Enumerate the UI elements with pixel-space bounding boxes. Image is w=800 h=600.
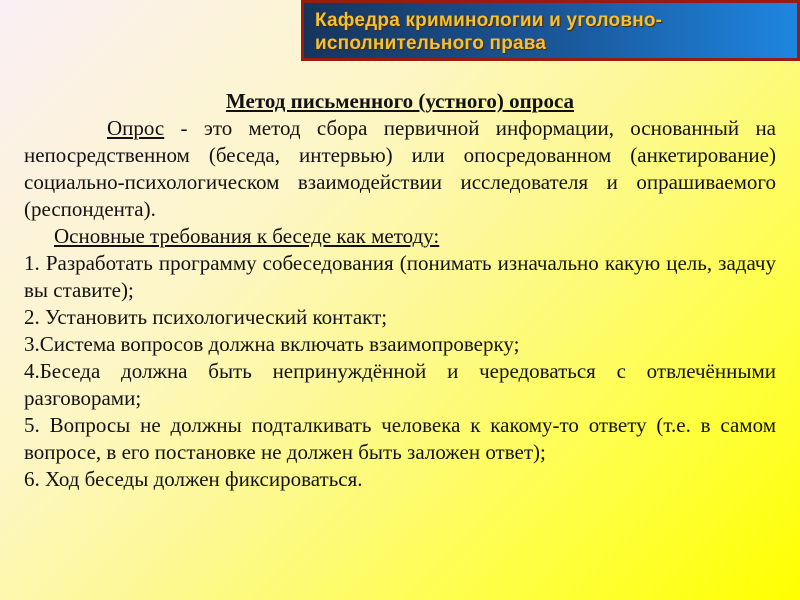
list-item-4: 4.Беседа должна быть непринуждённой и чередоваться с отвлечёнными разговорами; — [24, 359, 776, 410]
header-title-line-2: исполнительного права — [315, 33, 547, 54]
lead-paragraph-text: - это метод сбора первичной информации, основанный на непосредственном (беседа, интервью) или опосредованном (анкетирование) социально-психологическом взаимодействии исследователя и опрашиваемого (респондента). — [24, 116, 776, 221]
lead-term: Опрос — [107, 116, 165, 140]
department-header-plate — [301, 0, 800, 61]
slide-body — [24, 88, 776, 493]
slide-title-text: Метод письменного (устного) опроса — [225, 89, 575, 113]
list-item-2: 2. Установить психологический контакт; — [24, 305, 388, 329]
list-item-1: 1. Разработать программу собеседования (понимать изначально какую цель, задачу вы ставите); — [24, 251, 776, 302]
list-item-3: 3.Система вопросов должна включать взаимопроверку; — [24, 332, 520, 356]
header-title-line-1: Кафедра криминологии и уголовно- — [315, 10, 663, 31]
requirements-heading-text: Основные требования к беседе как методу: — [54, 224, 440, 248]
list-item-5: 5. Вопросы не должны подталкивать человека к какому-то ответу (т.е. в самом вопросе, в его постановке не должен быть заложен ответ); — [24, 413, 776, 464]
list-item-6: 6. Ход беседы должен фиксироваться. — [24, 467, 363, 491]
requirements-heading — [24, 223, 776, 250]
slide-title — [24, 88, 776, 115]
lead-paragraph — [24, 115, 776, 223]
